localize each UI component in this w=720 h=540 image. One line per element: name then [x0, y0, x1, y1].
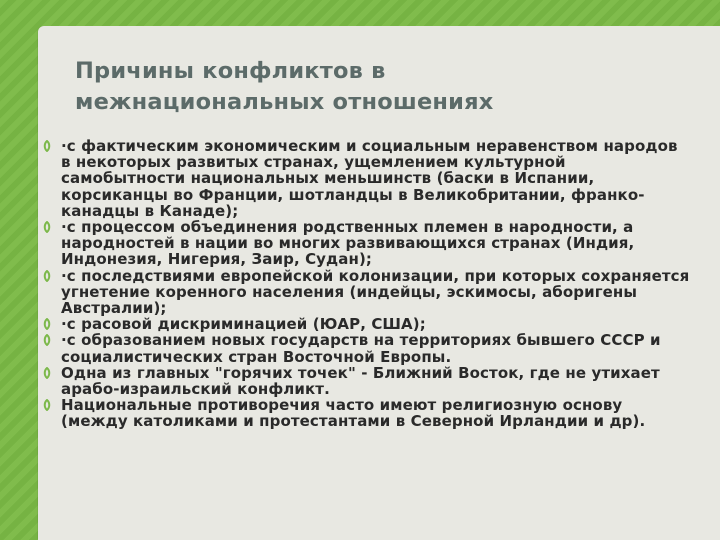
ring-bullet-icon [41, 140, 53, 152]
bullet-item [0, 138, 720, 219]
bullet-item [0, 332, 720, 364]
slide-title: Причины конфликтов в межнациональных отношениях [75, 58, 494, 115]
bullet-item [0, 268, 720, 317]
ring-bullet-icon [41, 318, 53, 330]
bullet-text: ·с процессом объединения родственных племен в народности, а народностей в нации во многих развивающихся странах (Индия, Индонезия, Нигерия, Заир, Судан); [61, 218, 635, 269]
bullet-text: ·с образованием новых государств на территориях бывшего СССР и социалистических стран Восточной Европы. [61, 331, 661, 366]
bullet-item [0, 316, 720, 332]
bullet-text: Национальные противоречия часто имеют религиозную основу (между католиками и протестантами в Северной Ирландии и др). [61, 396, 646, 431]
ring-bullet-icon [41, 367, 53, 379]
bullet-text: ·с последствиями европейской колонизации, при которых сохраняется угнетение коренного населения (индейцы, эскимосы, аборигены Австралии); [61, 266, 690, 318]
ring-bullet-icon [41, 399, 53, 411]
ring-bullet-icon [41, 270, 53, 282]
bullet-item [0, 365, 720, 397]
ring-bullet-icon [41, 334, 53, 346]
ring-bullet-icon [41, 221, 53, 233]
bullet-text: ·с фактическим экономическим и социальным неравенством народов в некоторых развитых странах, ущемлением культурной самобытности национальных меньшинств (баски в Испании, корсиканцы во Франции, шотландцы в Великобритании, франко-канадцы в Канаде); [61, 137, 678, 220]
bullet-list [0, 138, 720, 430]
bullet-item [0, 397, 720, 429]
bullet-item [0, 219, 720, 268]
bullet-text: ·с расовой дискриминацией (ЮАР, США); [61, 315, 426, 334]
bullet-text: Одна из главных "горячих точек" - Ближний Восток, где не утихает арабо-израильский конфликт. [61, 363, 660, 399]
